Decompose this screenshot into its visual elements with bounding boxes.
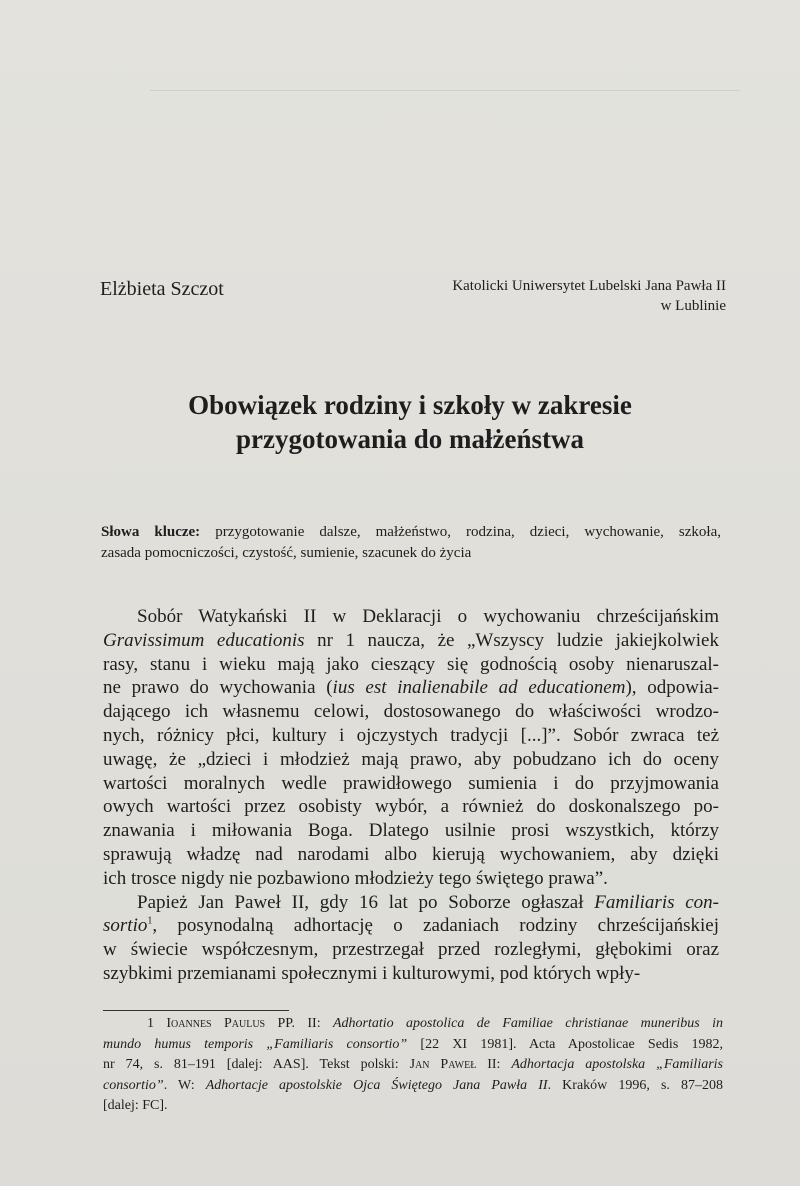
p1-line-10 [103,819,719,843]
footnote-rest-3: . Kraków 1996, s. 87–208 [547,1077,724,1093]
line-text: ), odpowia- [625,677,719,699]
author-name: Elżbieta Szczot [100,278,224,300]
p1-line-2 [103,629,719,653]
footnote-work-2: Adhortacja apostolska „Familiaris [511,1057,724,1072]
line-italic: ius est inalienabile ad educationem [332,677,626,699]
keywords-block [101,522,721,564]
footnote-work-2b: consortio” [103,1077,164,1093]
p1-line-4 [103,676,719,700]
line-text: uwagę, że „dzieci i młodzież mają prawo, aby pobudzano ich do oceny [103,748,719,770]
line-text: Papież Jan Paweł II, gdy 16 lat po Soborze ogłaszał [137,891,595,913]
p1-line-1 [103,605,719,629]
keywords-line-2: zasada pomocniczości, czystość, sumienie, szacunek do życia [101,545,472,561]
bleed-through-line [150,90,740,91]
footnote-author-2-suffix: II: [476,1057,512,1072]
keywords-label: Słowa klucze: [101,524,201,540]
footnote-author-2: Jan Paweł [409,1057,477,1072]
footnote-number: 1 [147,1016,154,1031]
keywords-line-1 [101,522,721,543]
line-text: wartości moralnych wedle prawidłowego sumienia i do przyjmowania [103,772,719,794]
line-text: ich trosce nigdy nie pozbawiono młodzieży tego świętego prawa”. [103,867,608,889]
author-affiliation [452,276,726,316]
footnote-rest-2: . W: [163,1077,206,1093]
body-text [103,605,719,986]
p1-line-11 [103,843,719,867]
line-text: nych, różnicy płci, kultury i ojczystych tradycji [...]”. Sobór zwraca też [103,724,719,746]
keywords-text-1: przygotowanie dalsze, małżeństwo, rodzina, dzieci, wychowanie, szkoła, [215,524,722,540]
p1-line-7 [103,748,719,772]
p2-line-1 [103,891,719,915]
footnote-line-2 [103,1035,723,1056]
line-text: rasy, stanu i wieku mają jako cieszący się godnością osoby nienaruszal- [103,653,719,675]
p1-line-5 [103,700,719,724]
line-text: sprawują władzę nad narodami albo kierują wychowaniem, aby dzięki [103,843,719,865]
line-text: owych wartości przez osobisty wybór, a również do doskonalszego po- [103,796,719,818]
p1-line-8 [103,772,719,796]
article-title [100,388,720,456]
footnote-work-3: Adhortacje apostolskie Ojca Świętego Jana Pawła II [205,1077,548,1093]
footnote-line-3 [103,1055,723,1076]
line-text-pre: ne prawo do wychowania ( [103,677,333,699]
p2-line-2 [103,914,719,938]
title-line-2: przygotowania do małżeństwa [236,424,584,454]
affiliation-line-2: w Lublinie [660,298,726,314]
affiliation-line-1: Katolicki Uniwersytet Lubelski Jana Pawła II [452,278,726,294]
line-text: dającego ich własnemu celowi, dostosowanego do właściwości wrodzo- [103,701,719,723]
footnote-text-3: nr 74, s. 81–191 [dalej: AAS]. Tekst polski: [103,1057,410,1072]
line-text: Sobór Watykański II w Deklaracji o wychowaniu chrześcijańskim [137,606,719,627]
paragraph-2 [103,891,719,986]
footnote-line-4 [103,1076,723,1097]
p1-line-6 [103,724,719,748]
p2-line-4 [103,962,719,986]
p1-line-3 [103,653,719,677]
line-italic: Familiaris con- [594,891,720,913]
line-text: , posynodalną adhortację o zadaniach rodziny chrześcijańskiej [152,915,719,937]
footnote-work-1b: mundo humus temporis „Familiaris consortio” [103,1036,408,1052]
line-text: szybkimi przemianami społecznymi i kulturowymi, pod których wpły- [103,962,641,984]
footnote-1 [103,1014,723,1117]
title-line-1: Obowiązek rodziny i szkoły w zakresie [188,390,632,420]
footnote-line-5: [dalej: FC]. [103,1098,168,1113]
paragraph-1 [103,605,719,891]
footnote-ref: 1 [147,916,153,928]
p2-line-3 [103,938,719,962]
line-italic: sortio [103,915,148,937]
footnote-author-1-suffix: PP. II: [265,1016,333,1031]
footnote-rule [103,1010,289,1011]
line-text: w świecie współczesnym, przestrzegał przed rozległymi, głębokimi oraz [103,939,719,961]
footnote-author-1: Ioannes Paulus [166,1016,266,1031]
footnote-work-1: Adhortatio apostolica de Familiae christianae muneribus in [332,1016,724,1031]
line-italic: Gravissimum educationis [103,629,305,651]
line-text: nr 1 naucza, że „Wszyscy ludzie jakiejkolwiek [304,629,719,651]
p1-line-12 [103,867,719,891]
p1-line-9 [103,795,719,819]
footnote-line-1 [103,1014,723,1035]
line-text: znawania i miłowania Boga. Dlatego usilnie prosi wszystkich, którzy [103,820,719,842]
footnote-rest-1: [22 XI 1981]. Acta Apostolicae Sedis 1982, [407,1036,724,1052]
